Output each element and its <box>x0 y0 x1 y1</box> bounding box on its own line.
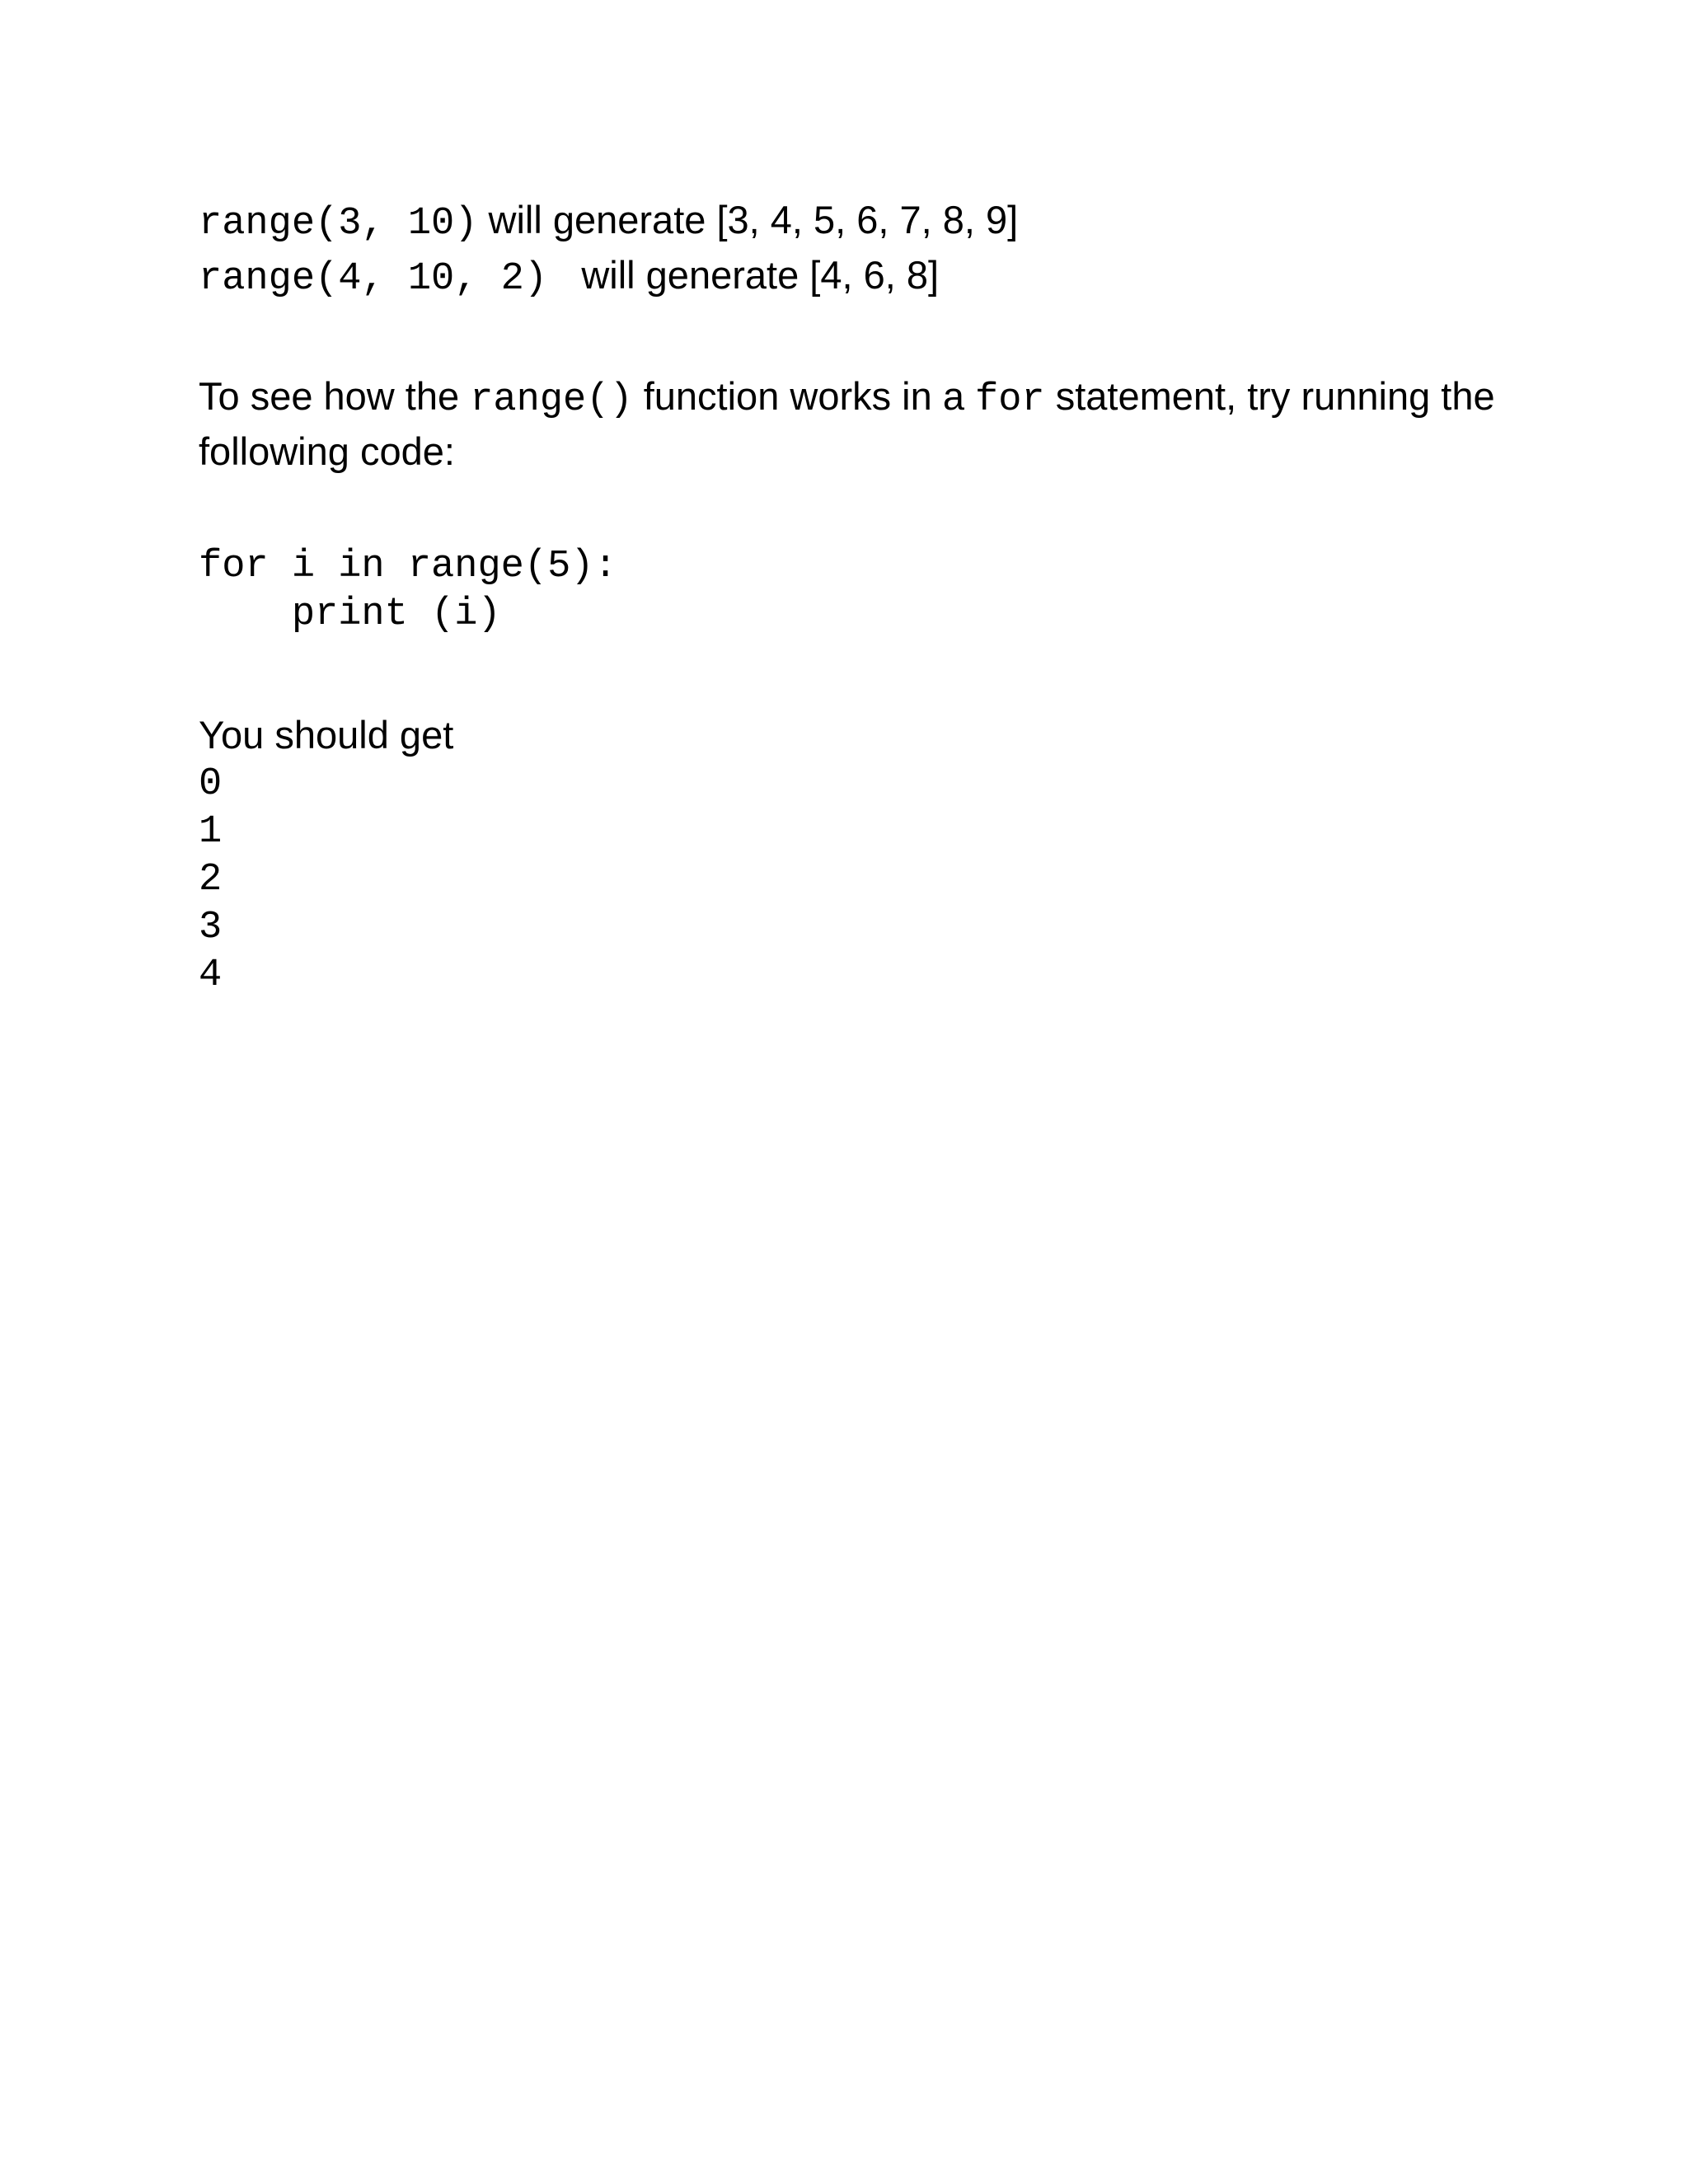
paragraph-code-range: range() <box>470 378 633 422</box>
spacer <box>199 305 1517 371</box>
spacer <box>199 639 1517 710</box>
code-line-2: print (i) <box>199 593 501 636</box>
spacer <box>199 477 1517 543</box>
result-intro: You should get <box>199 713 454 757</box>
paragraph-part-2: function works in a <box>632 374 976 418</box>
paragraph-part-1: To see how the <box>199 374 471 418</box>
output-list <box>199 761 1517 1000</box>
range-example-2-code: range(4, 10, 2) <box>199 257 571 301</box>
output-line: 3 <box>199 906 223 949</box>
output-line: 1 <box>199 810 223 854</box>
range-example-1-code: range(3, 10) <box>199 202 478 246</box>
range-example-2 <box>199 250 1517 305</box>
range-example-2-text: will generate [4, 6, 8] <box>570 253 940 297</box>
output-line: 4 <box>199 954 223 997</box>
output-line: 2 <box>199 858 223 902</box>
document-page <box>199 194 1517 1000</box>
paragraph-part-3: statement, try running the following code: <box>199 374 1495 473</box>
code-line-1: for i in range(5): <box>199 545 617 588</box>
output-line: 0 <box>199 762 223 806</box>
range-example-1-text: will generate [3, 4, 5, 6, 7, 8, 9] <box>477 198 1019 241</box>
range-example-1 <box>199 194 1517 250</box>
code-block <box>199 543 1517 639</box>
explanation-paragraph <box>199 371 1501 477</box>
paragraph-code-for: for <box>975 378 1045 422</box>
